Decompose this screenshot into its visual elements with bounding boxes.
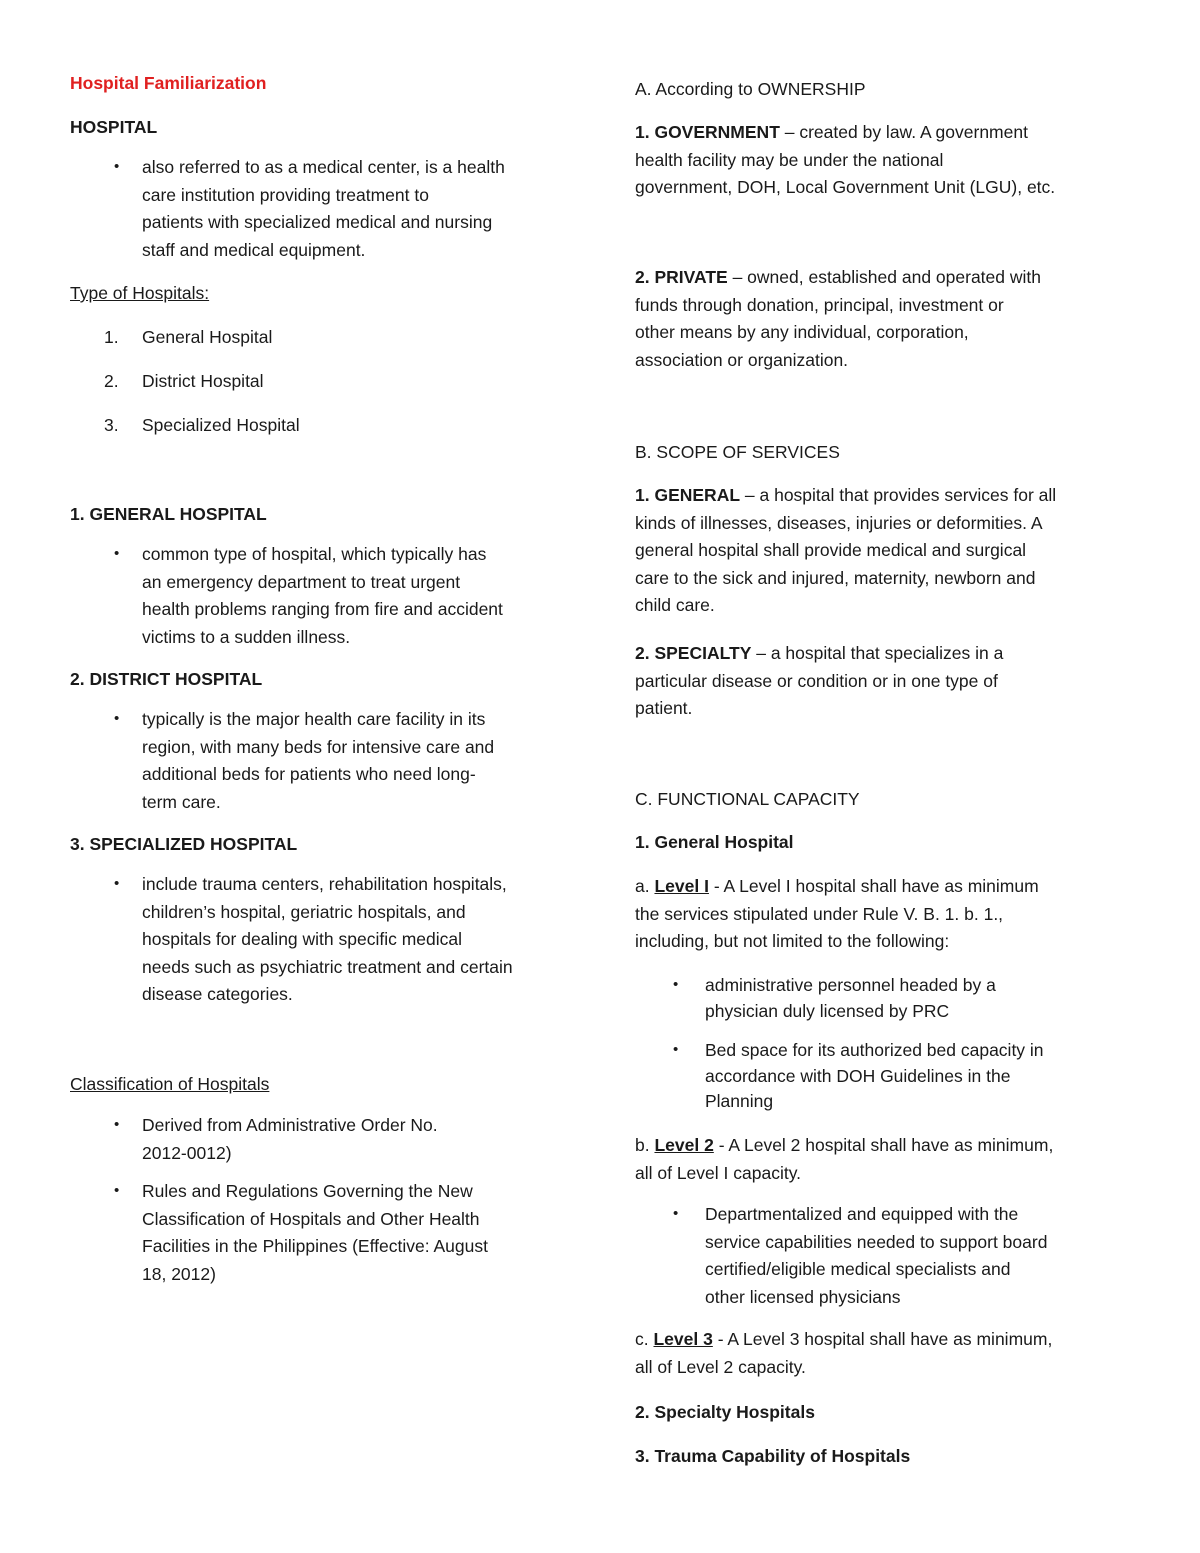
- list-number: 2.: [104, 371, 119, 391]
- bullet-icon: •: [114, 1116, 120, 1133]
- private-paragraph: 2. PRIVATE – owned, established and operated with funds through donation, principal, investment or other means by any individual, corporation, association or organization.: [635, 267, 1041, 370]
- general-hospital-subheading: 1. General Hospital: [635, 832, 794, 852]
- government-paragraph: 1. GOVERNMENT – created by law. A government health facility may be under the national government, DOH, Local Government Unit (LGU), etc.: [635, 122, 1056, 197]
- document-title: Hospital Familiarization: [70, 73, 267, 93]
- scope-heading: B. SCOPE OF SERVICES: [635, 442, 840, 462]
- classification-heading: Classification of Hospitals: [70, 1074, 270, 1094]
- classification-item: Derived from Administrative Order No. 2012-0012): [142, 1115, 438, 1163]
- bullet-icon: •: [114, 875, 120, 892]
- level2-bullet: Departmentalized and equipped with the service capabilities needed to support board certified/eligible medical specialists and other licensed physicians: [705, 1204, 1048, 1307]
- scope-specialty-paragraph: 2. SPECIALTY – a hospital that specializes in a particular disease or condition or in one type of patient.: [635, 643, 1004, 718]
- district-hospital-description: typically is the major health care facility in its region, with many beds for intensive care and additional beds for patients who need long- term care.: [142, 709, 495, 812]
- list-item: Specialized Hospital: [142, 415, 300, 435]
- general-hospital-heading: 1. GENERAL HOSPITAL: [70, 504, 267, 524]
- bullet-icon: •: [673, 1041, 679, 1058]
- district-hospital-heading: 2. DISTRICT HOSPITAL: [70, 669, 263, 689]
- level1-bullet: Bed space for its authorized bed capacity in accordance with DOH Guidelines in the Planning: [705, 1040, 1044, 1111]
- specialty-hospitals-heading: 2. Specialty Hospitals: [635, 1402, 815, 1422]
- level1-bullet: administrative personnel headed by a physician duly licensed by PRC: [705, 975, 996, 1021]
- bullet-icon: •: [114, 545, 120, 562]
- scope-general-paragraph: 1. GENERAL – a hospital that provides services for all kinds of illnesses, diseases, injuries or deformities. A general hospital shall provide medical and surgical care to the sick and injured, maternity, newborn and child care.: [635, 485, 1057, 615]
- types-heading: Type of Hospitals:: [70, 283, 210, 303]
- trauma-capability-heading: 3. Trauma Capability of Hospitals: [635, 1446, 911, 1466]
- list-number: 1.: [104, 327, 119, 347]
- specialized-hospital-heading: 3. SPECIALIZED HOSPITAL: [70, 834, 298, 854]
- level3-paragraph: c. Level 3 - A Level 3 hospital shall have as minimum, all of Level 2 capacity.: [635, 1329, 1053, 1377]
- specialized-hospital-description: include trauma centers, rehabilitation hospitals, children’s hospital, geriatric hospitals, and hospitals for dealing with specific medical needs such as psychiatric treatment and certain disease categories.: [142, 874, 513, 1004]
- bullet-icon: •: [114, 710, 120, 727]
- list-item: General Hospital: [142, 327, 273, 347]
- level2-paragraph: b. Level 2 - A Level 2 hospital shall have as minimum, all of Level I capacity.: [635, 1135, 1054, 1183]
- level1-paragraph: a. Level I - A Level I hospital shall have as minimum the services stipulated under Rule V. B. 1. b. 1., including, but not limited to the following:: [635, 876, 1039, 951]
- classification-item: Rules and Regulations Governing the New Classification of Hospitals and Other Health Facilities in the Philippines (Effective: August 18, 2012): [142, 1181, 488, 1284]
- list-number: 3.: [104, 415, 119, 435]
- bullet-icon: •: [114, 158, 120, 175]
- bullet-icon: •: [114, 1182, 120, 1199]
- bullet-icon: •: [673, 1205, 679, 1222]
- hospital-definition: also referred to as a medical center, is a health care institution providing treatment to patients with specialized medical and nursing staff and medical equipment.: [142, 157, 505, 260]
- hospital-heading: HOSPITAL: [70, 117, 158, 137]
- ownership-heading: A. According to OWNERSHIP: [635, 79, 866, 99]
- bullet-icon: •: [673, 976, 679, 993]
- functional-heading: C. FUNCTIONAL CAPACITY: [635, 789, 860, 809]
- list-item: District Hospital: [142, 371, 264, 391]
- general-hospital-description: common type of hospital, which typically has an emergency department to treat urgent health problems ranging from fire and accident victims to a sudden illness.: [142, 544, 503, 647]
